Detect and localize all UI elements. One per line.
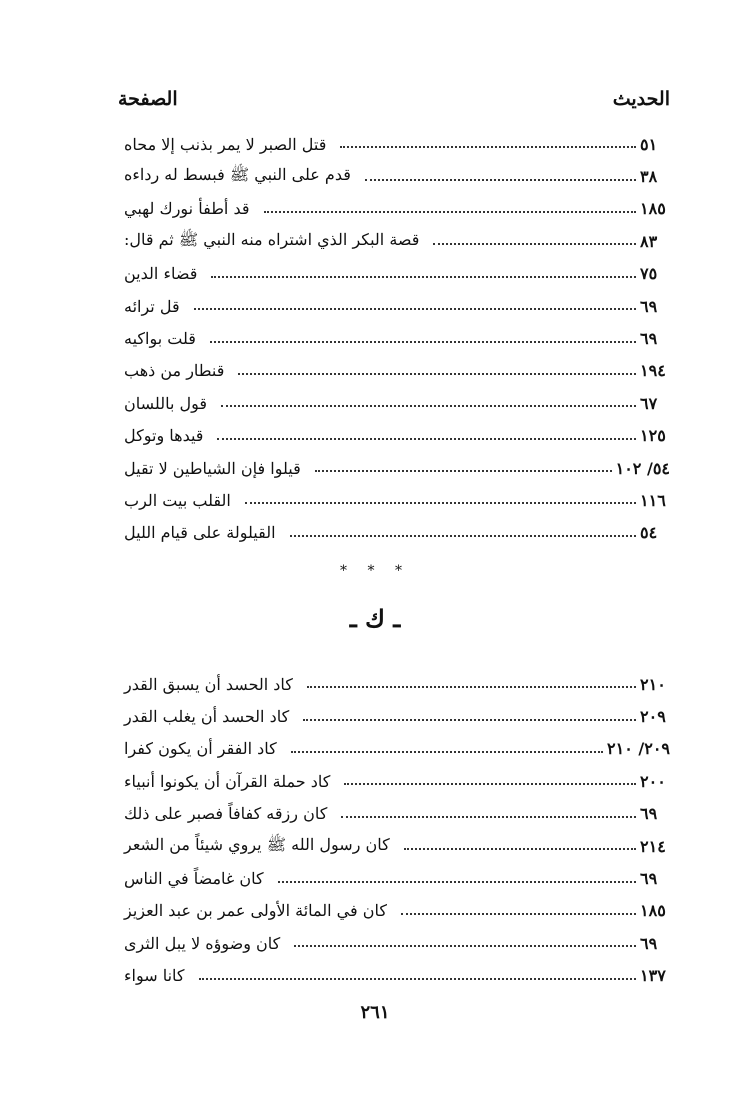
entry-title: قيلوا فإن الشياطين لا تقيل: [124, 458, 301, 478]
entry-title: قلت بواكيه: [124, 329, 196, 349]
entry-title: كاد الحسد أن يسبق القدر: [124, 674, 293, 694]
dot-leader: [194, 308, 636, 310]
entry-page-number: ٦٩: [640, 329, 658, 349]
index-entry: [118, 927, 670, 959]
entry-page-number: ٦٩: [640, 933, 658, 953]
entry-title: قول باللسان: [124, 393, 208, 413]
dot-leader: [294, 945, 636, 947]
entry-page-number: ٧٥: [640, 264, 658, 284]
entry-title: القيلولة على قيام الليل: [124, 523, 276, 543]
entry-page-number: ٢٠٩/ ٢١٠: [607, 739, 670, 759]
entry-title: القلب بيت الرب: [124, 490, 231, 510]
index-entry: [118, 484, 670, 516]
dot-leader: [365, 179, 636, 181]
entry-page-number: ٦٧: [640, 393, 658, 413]
section-separator: * * *: [340, 563, 410, 579]
entry-page-number: ٢١٠: [640, 674, 666, 694]
entry-page-number: ٣٨: [640, 167, 658, 187]
index-entry: [118, 322, 670, 354]
index-entry: [118, 798, 670, 830]
entry-page-number: ١٢٥: [640, 426, 666, 446]
entry-page-number: ٥٤: [640, 523, 658, 543]
entry-title: كاد الفقر أن يكون كفرا: [124, 739, 277, 759]
dot-leader: [433, 243, 636, 245]
entry-title: كاد حملة القرآن أن يكونوا أنبياء: [124, 771, 331, 791]
entry-page-number: ٥٤/ ١٠٢: [615, 458, 670, 478]
dot-leader: [344, 783, 636, 785]
dot-leader: [210, 341, 636, 343]
index-entry: [118, 960, 670, 992]
dot-leader: [291, 751, 603, 753]
entry-page-number: ١٨٥: [640, 199, 666, 219]
index-entry: [118, 160, 670, 192]
index-entry: [118, 355, 670, 387]
dot-leader: [217, 438, 636, 440]
hadith-column-label: الحديث: [612, 88, 670, 110]
index-entry: [118, 700, 670, 732]
entry-title: قصة البكر الذي اشتراه منه النبي ﷺ ثم قال:: [124, 229, 420, 249]
entry-page-number: ٢٠٩: [640, 707, 666, 727]
entry-page-number: ١١٦: [640, 490, 666, 510]
entry-title: قنطار من ذهب: [124, 361, 225, 381]
index-entry: [118, 830, 670, 862]
entry-page-number: ١٨٥: [640, 901, 666, 921]
index-entry: [118, 668, 670, 700]
qaf-section-list: [118, 128, 670, 549]
entry-title: قل ترائه: [124, 296, 180, 316]
entry-title: كاد الحسد أن يغلب القدر: [124, 707, 290, 727]
index-entry: [118, 765, 670, 797]
entry-title: كان رزقه كفافاً فصبر على ذلك: [124, 804, 328, 824]
index-entry: [118, 452, 670, 484]
dot-leader: [264, 211, 637, 213]
dot-leader: [340, 146, 636, 148]
index-entry: [118, 290, 670, 322]
column-header: [118, 84, 670, 114]
dot-leader: [221, 405, 636, 407]
dot-leader: [211, 276, 636, 278]
page-number: ٢٦١: [360, 1002, 390, 1023]
entry-page-number: ١٣٧: [640, 966, 666, 986]
dot-leader: [290, 535, 636, 537]
entry-title: قيدها وتوكل: [124, 426, 204, 446]
dot-leader: [238, 373, 636, 375]
dot-leader: [315, 470, 612, 472]
entry-page-number: ٦٩: [640, 869, 658, 889]
dot-leader: [303, 719, 636, 721]
dot-leader: [341, 816, 636, 818]
index-entry: [118, 733, 670, 765]
entry-page-number: ٢١٤: [640, 836, 666, 856]
dot-leader: [278, 881, 636, 883]
entry-title: قضاء الدين: [124, 264, 198, 284]
entry-title: كانا سواء: [124, 966, 185, 986]
entry-title: قد أطفأ نورك لهبي: [124, 199, 250, 219]
entry-title: كان رسول الله ﷺ يروي شيئاً من الشعر: [124, 834, 390, 854]
dot-leader: [401, 913, 636, 915]
entry-title: قدم على النبي ﷺ فبسط له رداءه: [124, 165, 351, 185]
index-entry: [118, 895, 670, 927]
index-entry: [118, 128, 670, 160]
entry-page-number: ١٩٤: [640, 361, 666, 381]
page-column-label: الصفحة: [118, 88, 178, 110]
dot-leader: [245, 502, 636, 504]
dot-leader: [199, 978, 636, 980]
index-entry: [118, 225, 670, 257]
entry-title: قتل الصبر لا يمر بذنب إلا محاه: [124, 134, 327, 154]
dot-leader: [404, 848, 636, 850]
kaf-section-list: [118, 668, 670, 992]
section-heading-kaf: ـ ك ـ: [349, 604, 401, 633]
entry-title: كان وضوؤه لا يبل الثرى: [124, 933, 281, 953]
entry-page-number: ٨٣: [640, 231, 658, 251]
entry-page-number: ٥١: [640, 134, 658, 154]
entry-page-number: ٢٠٠: [640, 771, 666, 791]
entry-title: كان غامضاً في الناس: [124, 869, 264, 889]
index-entry: [118, 387, 670, 419]
index-entry: [118, 517, 670, 549]
index-entry: [118, 420, 670, 452]
dot-leader: [307, 686, 636, 688]
entry-page-number: ٦٩: [640, 296, 658, 316]
index-entry: [118, 193, 670, 225]
index-entry: [118, 862, 670, 894]
entry-page-number: ٦٩: [640, 804, 658, 824]
entry-title: كان في المائة الأولى عمر بن عبد العزيز: [124, 901, 387, 921]
index-entry: [118, 258, 670, 290]
